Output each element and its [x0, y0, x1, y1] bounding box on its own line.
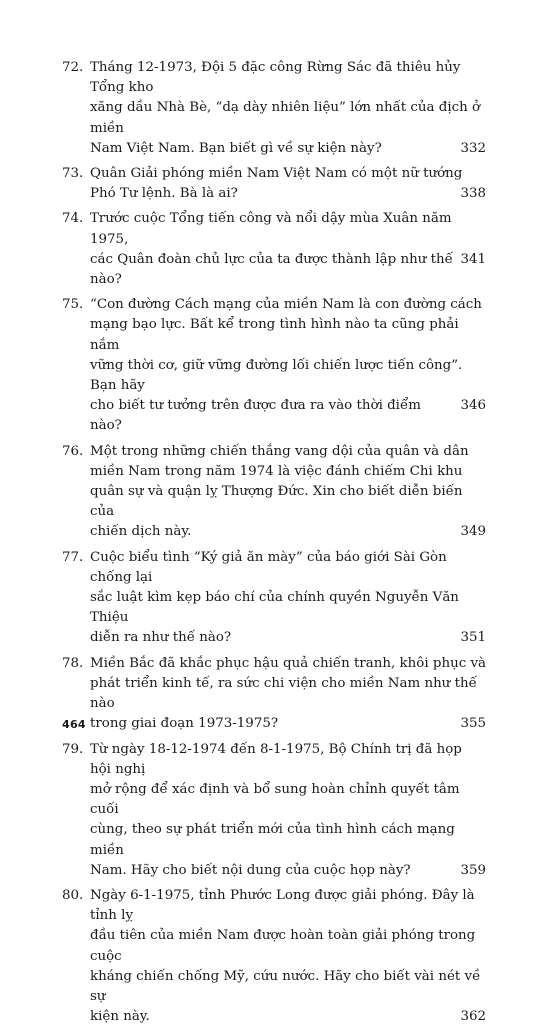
entry-text: [90, 654, 486, 735]
entry-line: 362 kiện này.: [90, 1007, 486, 1027]
entry-page-number: 341: [460, 251, 486, 267]
entry-line: 332 Nam Việt Nam. Bạn biết gì về sự kiện này?: [90, 139, 486, 159]
entry-line: “Con đường Cách mạng của miền Nam là con đường cách: [90, 297, 482, 313]
entry-page-number: 349: [460, 524, 486, 540]
entry-line: Một trong những chiến thắng vang dội của quân và dân: [90, 443, 469, 459]
entry-number: 77.: [62, 549, 84, 565]
entry-number: 74.: [62, 211, 84, 227]
entry-number: 73.: [62, 166, 84, 182]
toc-entry[interactable]: [62, 164, 486, 204]
entry-line: 338 Phó Tư lệnh. Bà là ai?: [90, 184, 486, 204]
toc-entry[interactable]: [62, 548, 486, 649]
entry-text: [90, 548, 486, 649]
entry-line: 351 diễn ra như thế nào?: [90, 628, 486, 648]
entry-number: 79.: [62, 741, 84, 757]
entry-number: 72.: [62, 60, 84, 75]
toc-entry[interactable]: [62, 442, 486, 543]
entry-text: [90, 740, 486, 881]
entry-line: đầu tiên của miền Nam được hoàn toàn giải phóng trong cuộc: [90, 928, 476, 964]
entry-line: Ngày 6-1-1975, tỉnh Phước Long được giải phóng. Đây là tỉnh lỵ: [90, 887, 475, 924]
entry-number: 78.: [62, 655, 84, 671]
entry-page-number: 338: [460, 186, 486, 202]
entry-line: 349 chiến dịch này.: [90, 522, 486, 542]
toc-entry[interactable]: [62, 740, 486, 881]
table-of-contents: [62, 58, 486, 1032]
entry-text: [90, 886, 486, 1027]
entry-line: mạng bạo lực. Bất kể trong tình hình nào ta cũng phải nắm: [90, 317, 459, 353]
entry-page-number: 362: [460, 1009, 486, 1025]
toc-entry[interactable]: [62, 295, 486, 436]
toc-entry[interactable]: [62, 654, 486, 735]
toc-entry[interactable]: [62, 209, 486, 290]
entry-line: quân sự và quận lỵ Thượng Đức. Xin cho biết diễn biến của: [90, 484, 463, 520]
entry-line: vững thời cơ, giữ vững đường lối chiến lược tiến công”. Bạn hãy: [90, 357, 463, 394]
entry-line: 359 Nam. Hãy cho biết nội dung của cuộc họp này?: [90, 861, 486, 881]
entry-page-number: 332: [460, 140, 486, 156]
entry-line: mở rộng để xác định và bổ sung hoàn chỉnh quyết tâm cuối: [90, 781, 460, 818]
entry-page-number: 346: [460, 398, 486, 414]
toc-entry[interactable]: [62, 58, 486, 159]
toc-entry[interactable]: [62, 886, 486, 1027]
entry-number: 76.: [62, 443, 84, 459]
entry-line: Từ ngày 18-12-1974 đến 8-1-1975, Bộ Chính trị đã họp hội nghị: [90, 741, 462, 777]
entry-line: Trước cuộc Tổng tiến công và nổi dậy mùa Xuân năm 1975,: [90, 211, 452, 247]
entry-text: [90, 442, 486, 543]
entry-number: 75.: [62, 297, 84, 313]
entry-line: Miền Bắc đã khắc phục hậu quả chiến tranh, khôi phục và: [90, 655, 486, 671]
entry-page-number: 359: [460, 862, 486, 878]
entry-text: [90, 58, 486, 159]
entry-line: kháng chiến chống Mỹ, cứu nước. Hãy cho biết vài nét về sự: [90, 968, 481, 1004]
entry-text: [90, 209, 486, 290]
entry-line: 341 các Quân đoàn chủ lực của ta được thành lập như thế nào?: [90, 251, 486, 288]
entry-line: sắc luật kìm kẹp báo chí của chính quyền Nguyễn Văn Thiệu: [90, 590, 459, 626]
entry-number: 80.: [62, 887, 84, 903]
entry-line: 355 trong giai đoạn 1973-1975?: [90, 714, 486, 734]
page-number: 464: [62, 718, 86, 731]
entry-line: Quân Giải phóng miền Nam Việt Nam có một nữ tướng: [90, 166, 463, 182]
entry-page-number: 355: [460, 716, 486, 732]
entry-line: 346 cho biết tư tưởng trên được đưa ra vào thời điểm nào?: [90, 398, 486, 434]
entry-line: Cuộc biểu tình “Ký giả ăn mày” của báo giới Sài Gòn chống lại: [90, 549, 447, 585]
entry-text: [90, 164, 486, 204]
entry-line: phát triển kinh tế, ra sức chi viện cho miền Nam như thế nào: [90, 675, 477, 712]
entry-line: cùng, theo sự phát triển mới của tình hình cách mạng miền: [90, 822, 455, 858]
entry-line: xăng dầu Nhà Bè, “dạ dày nhiên liệu” lớn nhất của địch ở miền: [90, 100, 481, 136]
entry-line: miền Nam trong năm 1974 là việc đánh chiếm Chi khu: [90, 463, 463, 479]
entry-page-number: 351: [460, 630, 486, 646]
entry-text: [90, 295, 486, 436]
entry-line: Tháng 12-1973, Đội 5 đặc công Rừng Sác đã thiêu hủy Tổng kho: [90, 60, 461, 96]
